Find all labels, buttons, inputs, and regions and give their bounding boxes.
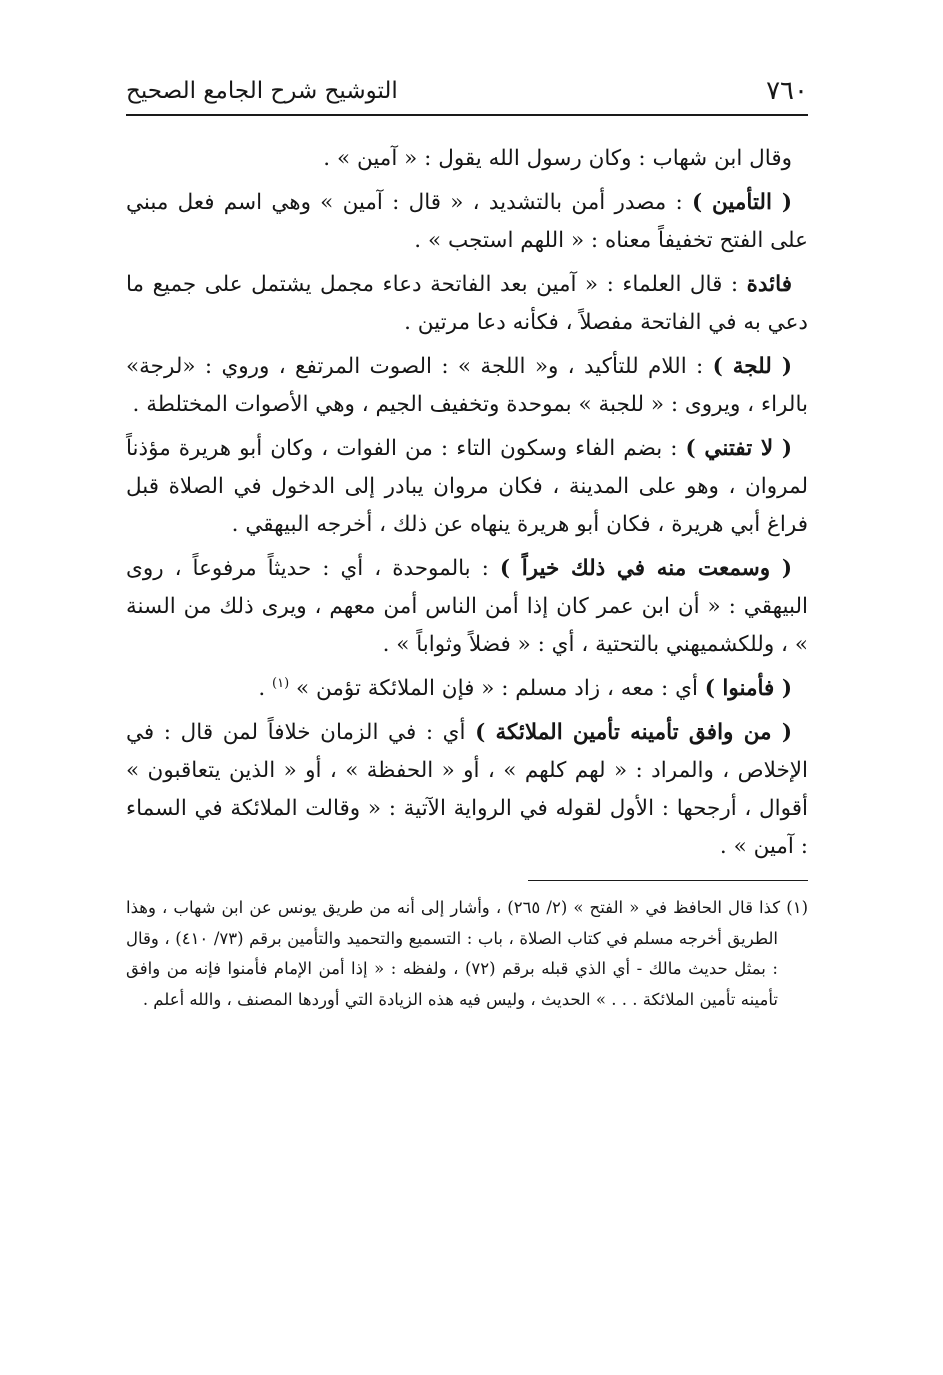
paragraph-lajja	[126, 348, 808, 424]
lemma-heading: ( فأمنوا )	[704, 676, 792, 701]
book-page	[126, 70, 808, 1330]
lemma-heading: ( لا تفتني )	[685, 436, 793, 461]
paragraph-la-taftini	[126, 430, 808, 544]
paragraph-text: وقال ابن شهاب : وكان رسول الله يقول : « آمين » .	[323, 146, 792, 171]
paragraph-samitu	[126, 550, 808, 664]
paragraph-man-wafaqa	[126, 714, 808, 866]
paragraph-text: : قال العلماء : « آمين بعد الفاتحة دعاء مجمل يشتمل على جميع ما دعي به في الفاتحة مفصلاً ، فكأنه دعا مرتين .	[126, 272, 808, 335]
lemma-heading: ( للجة )	[712, 354, 793, 379]
paragraph-tail: .	[258, 676, 273, 701]
footnotes	[126, 893, 808, 1015]
paragraph-faida	[126, 266, 808, 342]
paragraph-tamin	[126, 184, 808, 260]
lemma-heading: ( التأمين )	[691, 190, 793, 215]
footnote-reference[interactable]: (١)	[272, 675, 290, 691]
paragraph-text: : اللام للتأكيد ، و« اللجة » : الصوت المرتفع ، وروي : «لرجة» بالراء ، ويروى : « للجبة » بموحدة وتخفيف الجيم ، وهي الأصوات المختلطة .	[126, 354, 808, 417]
paragraph-text: : بالموحدة ، أي : حديثاً مرفوعاً ، روى البيهقي : « أن ابن عمر كان إذا أمن الناس أمن معهم ، ويرى ذلك من السنة » ، وللكشميهني بالتحتية ، أي : « فضلاً وثواباً » .	[126, 556, 808, 657]
footnote-text: كذا قال الحافظ في « الفتح » (٢/ ٢٦٥) ، وأشار إلى أنه من طريق يونس عن ابن شهاب ، وهذا الطريق أخرجه مسلم في كتاب الصلاة ، باب : التسميع والتحميد والتأمين برقم (٧٣/ ٤١٠) ، وقال : بمثل حديث مالك - أي الذي قبله برقم (٧٢) ، ولفظه : « إذا أمن الإمام فأمنوا فإنه من وافق تأمينه تأمين الملائكة . . . » الحديث ، وليس فيه هذه الزيادة التي أوردها المصنف ، والله أعلم .	[126, 898, 781, 1009]
main-text	[126, 140, 808, 866]
footnote-1	[126, 893, 808, 1015]
running-title: التوشيح شرح الجامع الصحيح	[126, 78, 398, 104]
footnote-divider	[528, 880, 808, 881]
paragraph-ibn-shihab	[126, 140, 808, 178]
footnote-marker: (١)	[786, 898, 808, 917]
lemma-heading: ( من وافق تأمينه تأمين الملائكة )	[475, 720, 792, 745]
lemma-heading: ( وسمعت منه في ذلك خيراً )	[499, 556, 792, 581]
page-number: ٧٦٠	[766, 76, 808, 106]
paragraph-text: : بضم الفاء وسكون التاء : من الفوات ، وكان أبو هريرة مؤذناً لمروان ، وهو على المدينة ، فكان مروان يبادر إلى الدخول في الصلاة قبل فراغ أبي هريرة ، فكان أبو هريرة ينهاه عن ذلك ، أخرجه البيهقي .	[126, 436, 808, 537]
page-header	[126, 70, 808, 116]
paragraph-text: أي : معه ، زاد مسلم : « فإن الملائكة تؤمن »	[289, 676, 705, 701]
paragraph-text: أي : في الزمان خلافاً لمن قال : في الإخلاص ، والمراد : « لهم كلهم » ، أو « الحفظة » ، أو « الذين يتعاقبون » أقوال ، أرجحها : الأول لقوله في الرواية الآتية : « وقالت الملائكة في السماء : آمين » .	[126, 720, 808, 859]
lemma-heading: فائدة	[746, 272, 792, 297]
paragraph-faamminu	[126, 670, 808, 708]
paragraph-text: : مصدر أمن بالتشديد ، « قال : آمين » وهي اسم فعل مبني على الفتح تخفيفاً معناه : « اللهم استجب » .	[126, 190, 808, 253]
